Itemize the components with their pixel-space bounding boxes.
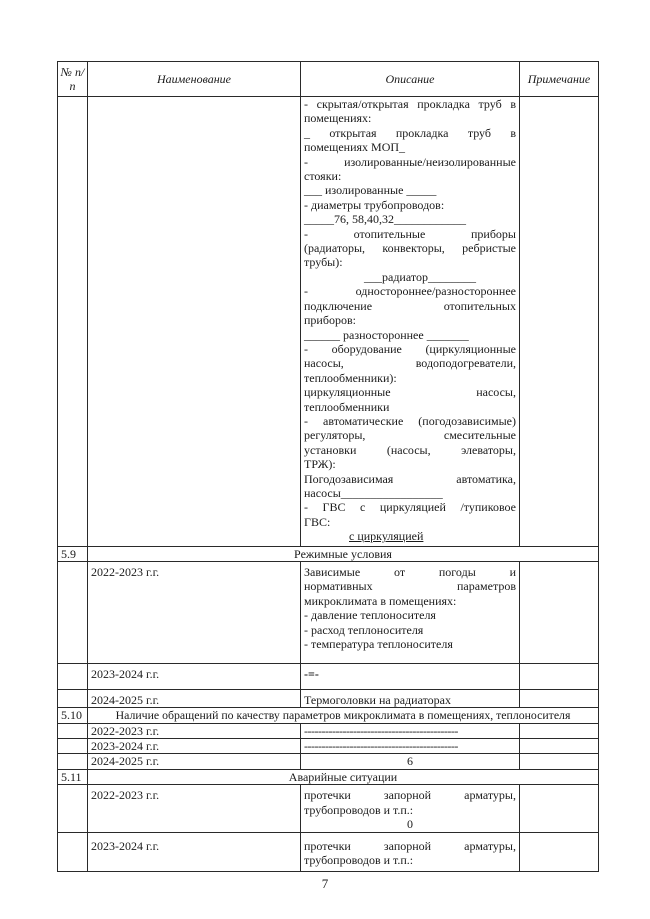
desc-line: трубы):	[304, 255, 343, 270]
table-header-row	[58, 62, 599, 97]
desc-line: ___радиатор________	[364, 269, 476, 284]
desc-line: насосы_________________	[304, 485, 443, 500]
desc-line: протечки запорной арматуры,	[304, 788, 516, 803]
period-label: 2023-2024 г.г.	[88, 832, 301, 872]
desc-line: нормативных параметров	[304, 579, 516, 594]
section-title: Наличие обращений по качеству параметров микроклимата в помещениях, теплоносителя	[88, 708, 599, 723]
period-description	[301, 562, 520, 664]
desc-line: - расход теплоносителя	[304, 622, 424, 637]
desc-line: 0	[407, 817, 413, 832]
period-description	[301, 689, 520, 707]
table-row	[58, 689, 599, 707]
page-number: 7	[321, 876, 329, 891]
period-label: 2022-2023 г.г.	[88, 723, 301, 738]
header-num: № п/п	[58, 62, 88, 97]
desc-line: протечки запорной арматуры,	[304, 838, 516, 853]
desc-line: Зависимые от погоды и	[304, 565, 516, 579]
period-label: 2024-2025 г.г.	[88, 689, 301, 707]
desc-line: - оборудование (циркуляционные	[304, 341, 516, 356]
desc-line: - скрытая/открытая прокладка труб в	[304, 97, 516, 111]
desc-line: микроклимата в помещениях:	[304, 593, 457, 608]
desc-line: помещениях:	[304, 111, 372, 126]
desc-line: трубопроводов и т.п.:	[304, 802, 414, 817]
desc-line: установки (насосы, элеваторы,	[304, 442, 516, 457]
period-description	[301, 664, 520, 689]
period-description	[301, 785, 520, 832]
header-note: Примечание	[520, 62, 599, 97]
table-row	[58, 785, 599, 832]
desc-line: - ГВС с циркуляцией /тупиковое	[304, 500, 516, 515]
section-5-10-header	[58, 708, 599, 723]
period-description: --------------------------------------------	[301, 739, 520, 754]
desc-line: Погодозависимая автоматика,	[304, 471, 516, 486]
desc-line: помещениях МОП_	[304, 140, 406, 155]
period-description: --------------------------------------------	[301, 723, 520, 738]
header-desc: Описание	[301, 62, 520, 97]
table-row	[58, 723, 599, 738]
desc-line: трубопроводов и т.п.:	[304, 852, 414, 867]
report-table	[57, 61, 599, 872]
section-5-9-header	[58, 546, 599, 561]
period-description: 6	[301, 754, 520, 769]
desc-line: ___ изолированные _____	[304, 183, 437, 198]
desc-line: циркуляционные насосы,	[304, 385, 516, 400]
section-number: 5.9	[58, 546, 88, 561]
period-description	[301, 832, 520, 872]
table-row	[58, 832, 599, 872]
desc-line: - автоматические (погодозависимые)	[304, 413, 516, 428]
period-label: 2022-2023 г.г.	[88, 785, 301, 832]
period-label: 2024-2025 г.г.	[88, 754, 301, 769]
desc-line: насосы, водоподогреватели,	[304, 356, 516, 371]
desc-line: - температура теплоносителя	[304, 637, 453, 652]
desc-line: ______ разностороннее _______	[304, 327, 469, 342]
desc-line: (радиаторы, конвекторы, ребристые	[304, 241, 516, 256]
desc-line: - давление теплоносителя	[304, 608, 436, 623]
desc-line: _____76, 58,40,32____________	[304, 212, 466, 227]
desc-line: приборов:	[304, 313, 356, 328]
header-name: Наименование	[88, 62, 301, 97]
section-title: Режимные условия	[88, 546, 599, 561]
desc-line: подключение отопительных	[304, 298, 516, 313]
desc-line: с циркуляцией	[349, 529, 424, 544]
desc-line: - изолированные/неизолированные	[304, 154, 516, 169]
period-label: 2022-2023 г.г.	[88, 562, 301, 664]
desc-line: - диаметры трубопроводов:	[304, 197, 445, 212]
desc-line: -=-	[304, 667, 319, 682]
heating-description	[301, 97, 520, 547]
desc-line: регуляторы, смесительные	[304, 428, 516, 443]
table-row	[58, 562, 599, 664]
section-5-11-header	[58, 769, 599, 784]
period-label: 2023-2024 г.г.	[88, 739, 301, 754]
section-title: Аварийные ситуации	[88, 769, 599, 784]
desc-line: стояки:	[304, 169, 342, 184]
desc-line: - одностороннее/разностороннее	[304, 284, 516, 299]
desc-line: теплообменники	[304, 399, 390, 414]
desc-line: ГВС:	[304, 514, 331, 529]
table-row	[58, 664, 599, 689]
heating-description-row	[58, 97, 599, 547]
section-number: 5.10	[58, 708, 88, 723]
table-row	[58, 739, 599, 754]
desc-line: ТРЖ):	[304, 457, 336, 472]
desc-line: теплообменники):	[304, 370, 397, 385]
table-row	[58, 754, 599, 769]
desc-line: _ открытая прокладка труб в	[304, 125, 516, 140]
section-number: 5.11	[58, 769, 88, 784]
period-label: 2023-2024 г.г.	[88, 664, 301, 689]
desc-line: - отопительные приборы	[304, 226, 516, 241]
desc-line: Термоголовки на радиаторах	[304, 692, 452, 707]
